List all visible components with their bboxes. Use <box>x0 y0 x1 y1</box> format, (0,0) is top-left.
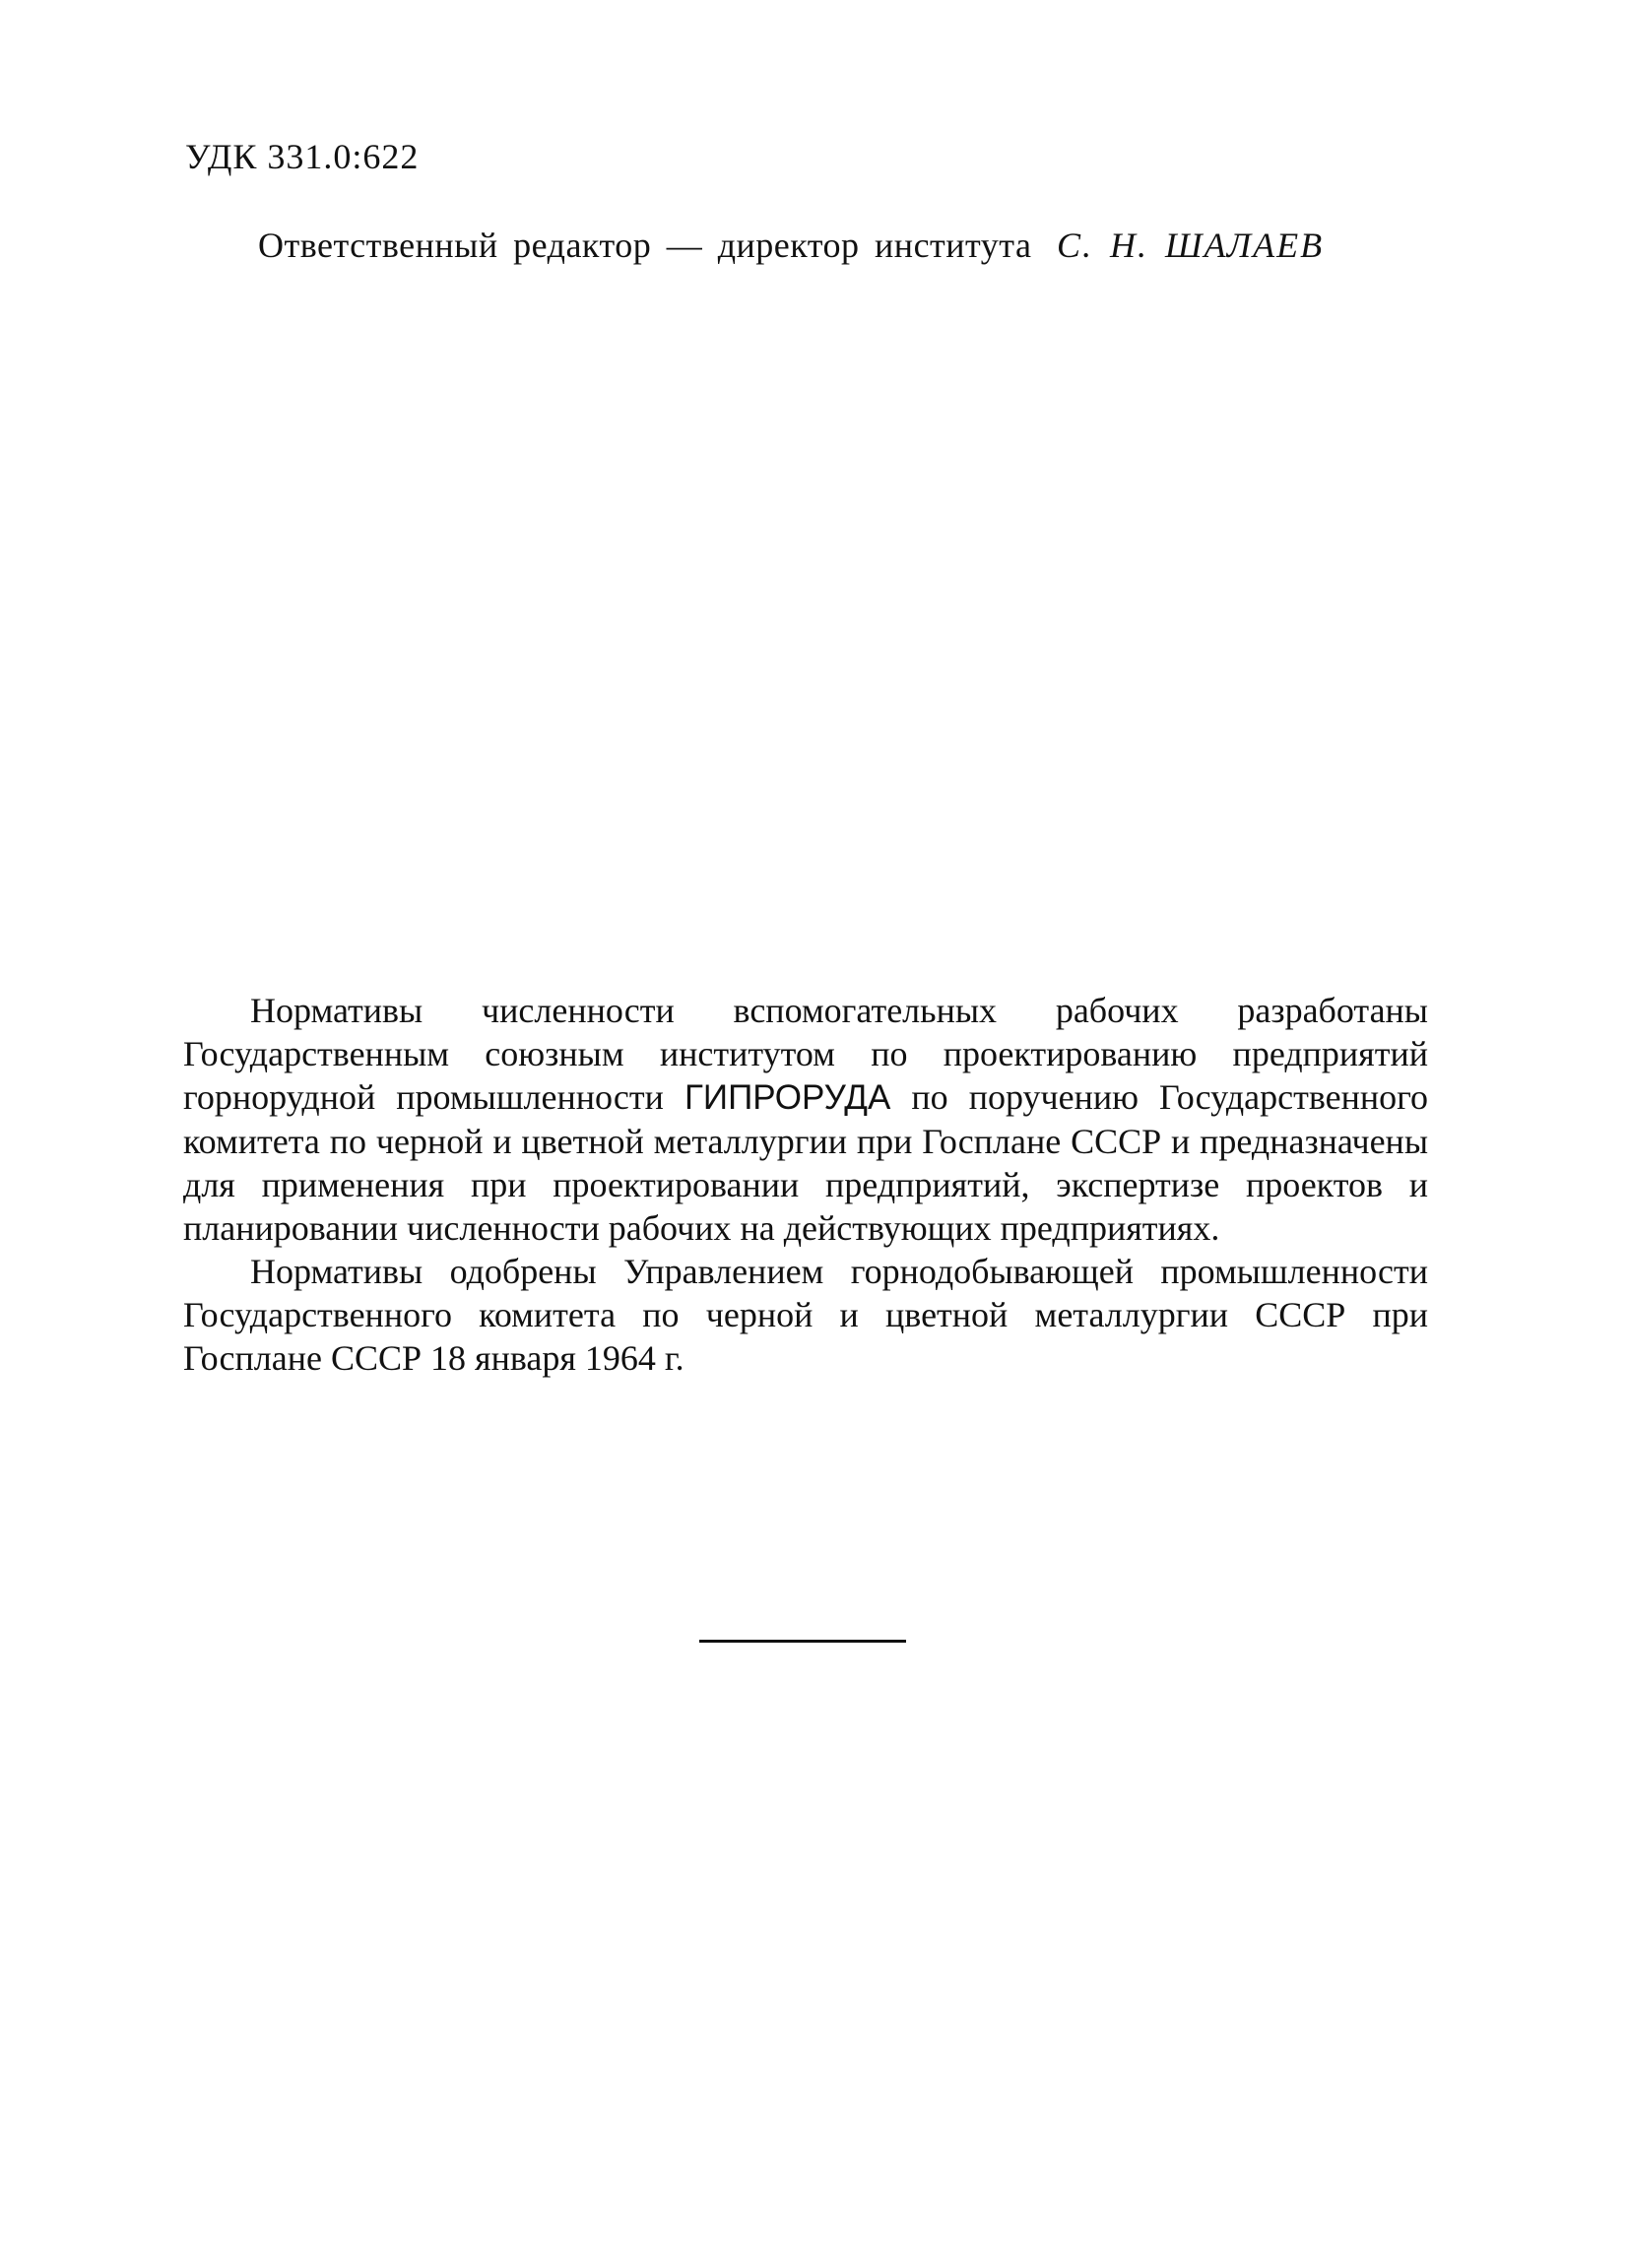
document-body <box>183 989 1428 1380</box>
paragraph-1-start: Нормативы численности вспомогательных рабочих разработаны Государственным союзным институтом по проектированию предприятий горнорудной промышленности <box>183 991 1428 1117</box>
editor-name: С. Н. ШАЛАЕВ <box>1056 226 1325 265</box>
paragraph-1 <box>183 989 1428 1250</box>
paragraph-1-end: по поручению Государственного комитета по черной и цветной металлургии при Госплане СССР и предназначены для применения при проектировании предприятий, экспертизе проектов и планировании численности рабочих на действующих предприятиях. <box>183 1077 1428 1248</box>
organization-name: ГИПРОРУДА <box>684 1078 891 1117</box>
paragraph-2: Нормативы одобрены Управлением горнодобывающей промышленности Государственного комитета по черной и цветной металлургии СССР при Госплане СССР 18 января 1964 г. <box>183 1252 1428 1378</box>
section-separator-rule <box>699 1640 906 1643</box>
udc-code: УДК 331.0:622 <box>185 137 420 176</box>
responsible-editor-line <box>258 225 1324 266</box>
editor-prefix: Ответственный редактор — директор института <box>258 226 1032 265</box>
